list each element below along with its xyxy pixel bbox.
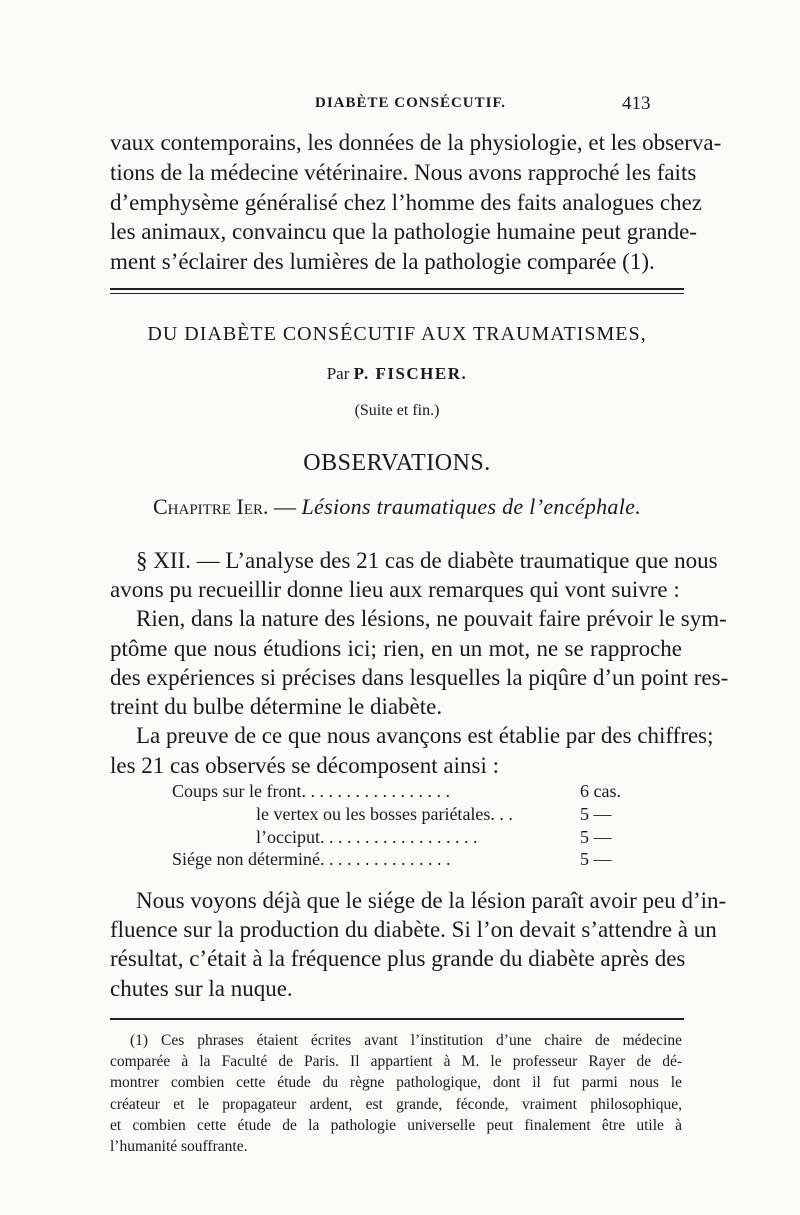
footnote-line: comparée à la Faculté de Paris. Il appartient à M. le professeur Rayer de dé- (110, 1053, 682, 1070)
author-name: P. FISCHER. (353, 364, 468, 383)
table-row-value: 5 — (580, 827, 612, 847)
text-line: tions de la médecine vétérinaire. Nous avons rapproché les faits (110, 160, 697, 185)
footnote-rule (110, 1018, 684, 1020)
text-line: vaux contemporains, les données de la physiologie, et les observa- (110, 130, 722, 155)
text-line: les animaux, convaincu que la pathologie humaine peut grande- (110, 219, 697, 244)
byline-prefix: Par (326, 364, 350, 383)
footnote-line: et combien cette étude de la pathologie universelle peut finalement être utile à (110, 1117, 682, 1134)
table-row-value: 6 cas. (580, 781, 621, 801)
text-line: chutes sur la nuque. (110, 976, 293, 1001)
table-row-label: l’occiput. . . . . . . . . . . . . . . . . . (256, 827, 478, 847)
table-row-label: Coups sur le front. . . . . . . . . . . . . . . . . (172, 781, 450, 801)
text-line: La preuve de ce que nous avançons est établie par des chiffres; (136, 723, 714, 748)
text-line: fluence sur la production du diabète. Si l’on devait s’attendre à un (110, 917, 717, 942)
text-line: treint du bulbe détermine le diabète. (110, 694, 443, 719)
running-title: DIABÈTE CONSÉCUTIF. (315, 95, 506, 111)
double-rule-bottom (110, 293, 684, 294)
footnote-line: l’humanité souffrante. (110, 1138, 248, 1155)
page-number: 413 (622, 93, 651, 114)
footnote-line: créateur et le propagateur ardent, est grande, féconde, vraiment philosophique, (110, 1096, 682, 1113)
footnote-line: montrer combien cette étude du règne pathologique, dont il fut parmi nous le (110, 1074, 682, 1091)
text-line: les 21 cas observés se décomposent ainsi : (110, 753, 499, 778)
article-title: DU DIABÈTE CONSÉCUTIF AUX TRAUMATISMES, (147, 323, 647, 345)
text-line: d’emphysème généralisé chez l’homme des faits analogues chez (110, 190, 703, 215)
continuation-note: (Suite et fin.) (354, 402, 440, 419)
text-line: avons pu recueillir donne lieu aux remarques qui vont suivre : (110, 577, 680, 602)
table-row-value: 5 — (580, 849, 612, 869)
chapter-heading (110, 494, 684, 520)
text-line: ptôme que nous étudions ici; rien, en un mot, ne se rapproche (110, 636, 682, 661)
text-line: Rien, dans la nature des lésions, ne pouvait faire prévoir le sym- (136, 606, 727, 631)
text-line: ment s’éclairer des lumières de la pathologie comparée (1). (110, 249, 655, 274)
table-row-value: 5 — (580, 804, 612, 824)
text-line: résultat, c’était à la fréquence plus grande du diabète après des (110, 946, 686, 971)
chapter-dash: — (273, 494, 296, 519)
double-rule-top (110, 288, 684, 290)
chapter-title: Lésions traumatiques de l’encéphale. (301, 494, 642, 519)
table-row-label: Siége non déterminé. . . . . . . . . . . . . . . (172, 849, 451, 869)
text-line: Nous voyons déjà que le siége de la lésion paraît avoir peu d’in- (136, 888, 727, 913)
chapter-label: Chapitre Ier. (152, 494, 269, 519)
text-line: § XII. — L’analyse des 21 cas de diabète traumatique que nous (136, 548, 718, 573)
section-heading: OBSERVATIONS. (303, 450, 491, 476)
table-row-label: le vertex ou les bosses pariétales. . . (256, 804, 513, 824)
byline (110, 364, 684, 384)
text-line: des expériences si précises dans lesquelles la piqûre d’un point res- (110, 665, 729, 690)
footnote-line: (1) Ces phrases étaient écrites avant l’institution d’une chaire de médecine (130, 1032, 682, 1049)
